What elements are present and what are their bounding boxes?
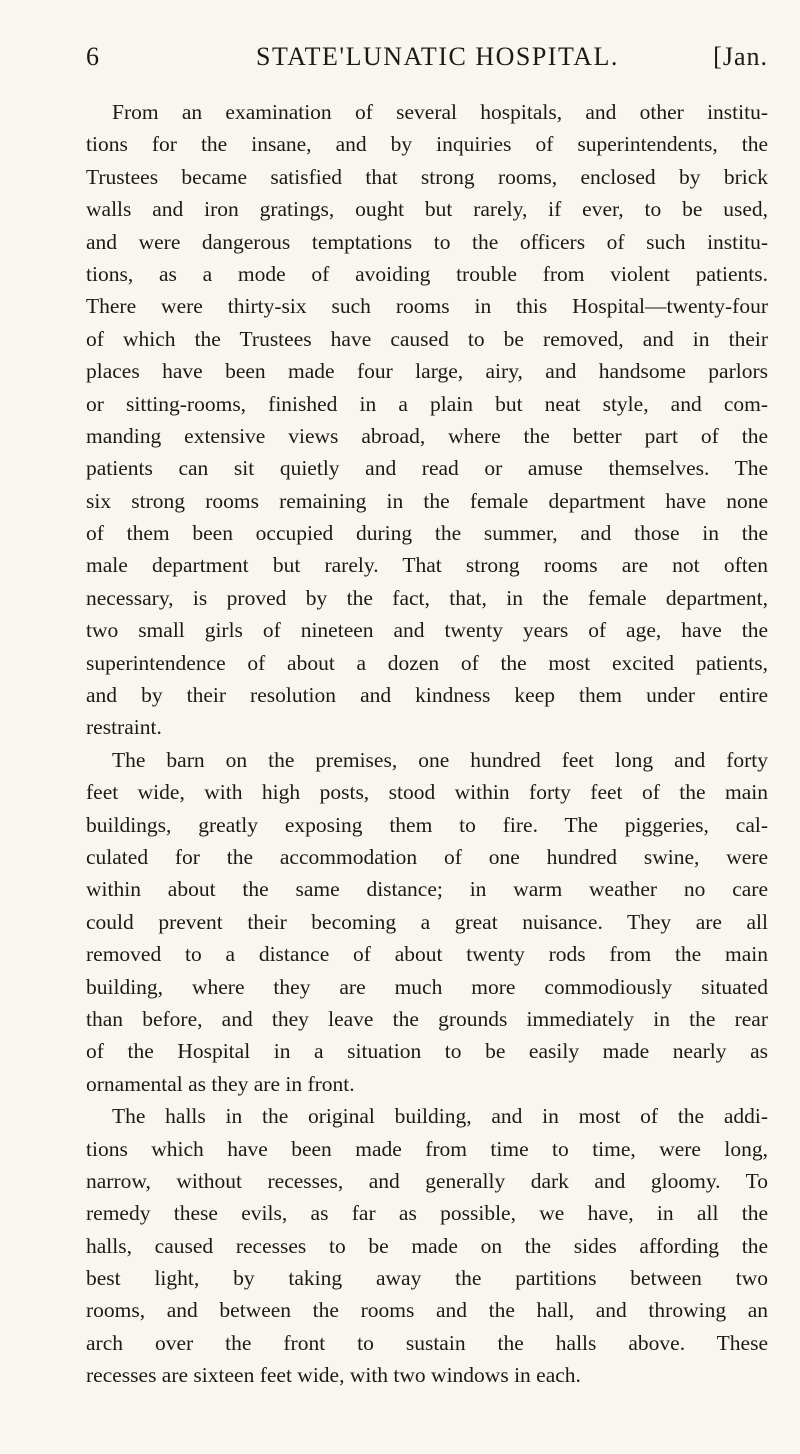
text-line: remedy these evils, as far as possible, we have, in all the xyxy=(86,1201,768,1226)
paragraph xyxy=(86,1100,768,1392)
paragraph xyxy=(86,744,768,1100)
text-line: within about the same distance; in warm weather no care xyxy=(86,877,768,902)
text-line: male department but rarely. That strong rooms are not often xyxy=(86,553,768,578)
text-line: patients can sit quietly and read or amuse themselves. The xyxy=(86,456,768,481)
header-date: [Jan. xyxy=(713,42,768,71)
running-head xyxy=(86,42,768,82)
text-line: ornamental as they are in front. xyxy=(86,1071,355,1096)
page-number: 6 xyxy=(86,42,100,71)
text-line: removed to a distance of about twenty rods from the main xyxy=(86,942,768,967)
text-line: restraint. xyxy=(86,715,162,740)
text-line: two small girls of nineteen and twenty years of age, have the xyxy=(86,618,768,643)
text-line: rooms, and between the rooms and the hall, and throwing an xyxy=(86,1298,768,1323)
text-line: buildings, greatly exposing them to fire. The piggeries, cal- xyxy=(86,812,768,837)
page-title: STATE'LUNATIC HOSPITAL. xyxy=(256,42,619,71)
text-line: of them been occupied during the summer, and those in the xyxy=(86,521,768,546)
text-line: Trustees became satisfied that strong rooms, enclosed by brick xyxy=(86,164,768,189)
text-line: than before, and they leave the grounds immediately in the rear xyxy=(86,1006,768,1031)
text-line: or sitting-rooms, finished in a plain but neat style, and com- xyxy=(86,391,768,416)
text-line: best light, by taking away the partitions between two xyxy=(86,1266,768,1291)
text-line: and were dangerous temptations to the officers of such institu- xyxy=(86,229,768,254)
text-line: could prevent their becoming a great nuisance. They are all xyxy=(86,909,768,934)
text-line: places have been made four large, airy, and handsome parlors xyxy=(86,359,768,384)
text-line: superintendence of about a dozen of the most excited patients, xyxy=(86,650,768,675)
text-line: culated for the accommodation of one hundred swine, were xyxy=(86,844,768,869)
text-line: From an examination of several hospitals, and other institu- xyxy=(112,100,768,124)
text-line: The barn on the premises, one hundred feet long and forty xyxy=(112,747,768,772)
body-text xyxy=(86,96,768,1392)
text-line: manding extensive views abroad, where the better part of the xyxy=(86,423,768,448)
text-line: tions, as a mode of avoiding trouble from violent patients. xyxy=(86,261,768,286)
text-line: and by their resolution and kindness keep them under entire xyxy=(86,683,768,708)
text-line: tions for the insane, and by inquiries of superintendents, the xyxy=(86,132,768,157)
text-line: recesses are sixteen feet wide, with two windows in each. xyxy=(86,1363,581,1388)
text-line: halls, caused recesses to be made on the sides affording the xyxy=(86,1233,768,1258)
text-line: feet wide, with high posts, stood within forty feet of the main xyxy=(86,780,768,805)
text-line: There were thirty-six such rooms in this Hospital—twenty-four xyxy=(86,294,768,319)
text-line: six strong rooms remaining in the female department have none xyxy=(86,488,768,513)
text-line: narrow, without recesses, and generally dark and gloomy. To xyxy=(86,1168,768,1193)
text-line: necessary, is proved by the fact, that, in the female department, xyxy=(86,585,768,610)
text-line: of which the Trustees have caused to be removed, and in their xyxy=(86,326,768,351)
text-line: of the Hospital in a situation to be easily made nearly as xyxy=(86,1039,768,1064)
text-line: arch over the front to sustain the halls above. These xyxy=(86,1330,768,1355)
paragraph xyxy=(86,96,768,744)
text-line: walls and iron gratings, ought but rarely, if ever, to be used, xyxy=(86,197,768,222)
text-line: The halls in the original building, and in most of the addi- xyxy=(112,1104,768,1129)
text-line: building, where they are much more commodiously situated xyxy=(86,974,768,999)
text-line: tions which have been made from time to time, were long, xyxy=(86,1136,768,1161)
